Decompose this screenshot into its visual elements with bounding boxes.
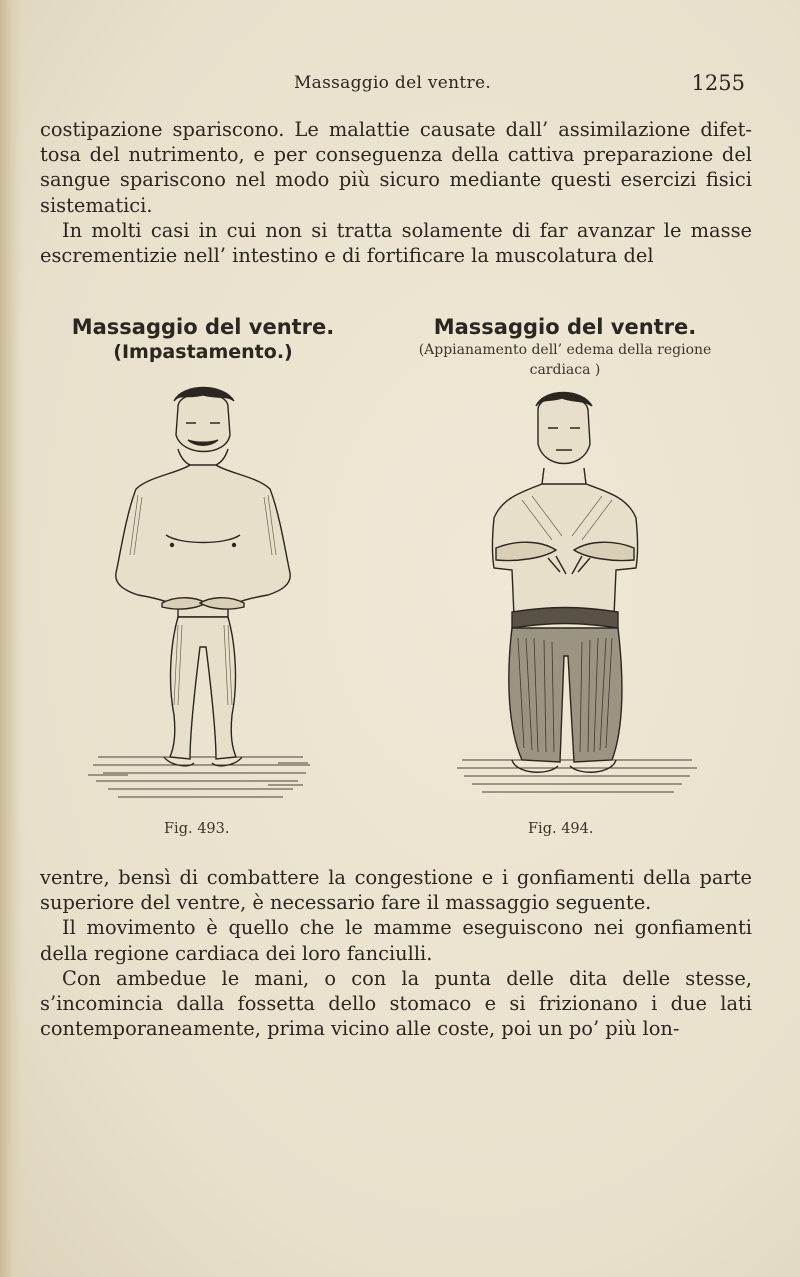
- page-header: [40, 73, 745, 103]
- figure-subtitle: (Impastamento.): [113, 341, 293, 363]
- page-number: 1255: [691, 71, 745, 95]
- man-kneading-belly-illustration: [78, 385, 323, 815]
- man-smoothing-cardiac-region-illustration: [452, 388, 702, 818]
- figure-title: Massaggio del ventre.: [433, 315, 697, 339]
- figure-caption: Fig. 494.: [528, 821, 594, 837]
- paragraph: costipazione spariscono. Le malattie causate dall’ assimilazione difet-tosa del nutrimento, e per conseguenza della cattiva preparazione del sangue spariscono nel modo più sicuro mediante questi esercizi fisici sistematici.: [40, 118, 752, 217]
- figure-493-heading: [58, 315, 348, 365]
- paragraph: Con ambedue le mani, o con la punta delle dita delle stesse, s’incomincia dalla fossetta dello stomaco e si frizionano i due lati contemporaneamente, prima vicino alle coste, poi un po’ più lon-: [40, 966, 752, 1041]
- body-text-bottom: [40, 865, 752, 1041]
- figure-caption: Fig. 493.: [164, 821, 230, 837]
- figure-subtitle: (Appianamento dell’ edema della regione cardiaca ): [418, 342, 712, 378]
- paragraph: ventre, bensì di combattere la congestione e i gonfiamenti della parte superiore del ventre, è necessario fare il massaggio seguente.: [40, 866, 752, 915]
- page-edge-shadow: [0, 0, 22, 1277]
- body-text-top: [40, 117, 752, 268]
- figure-title: Massaggio del ventre.: [71, 315, 335, 339]
- paragraph: In molti casi in cui non si tratta solamente di far avanzar le masse escrementizie nell’ intestino e di fortificare la muscolatura del: [40, 218, 752, 268]
- figure-494-heading: [400, 315, 730, 380]
- paragraph: Il movimento è quello che le mamme eseguiscono nei gonfiamenti della regione cardiaca dei loro fanciulli.: [40, 916, 752, 965]
- running-head: Massaggio del ventre.: [293, 73, 492, 93]
